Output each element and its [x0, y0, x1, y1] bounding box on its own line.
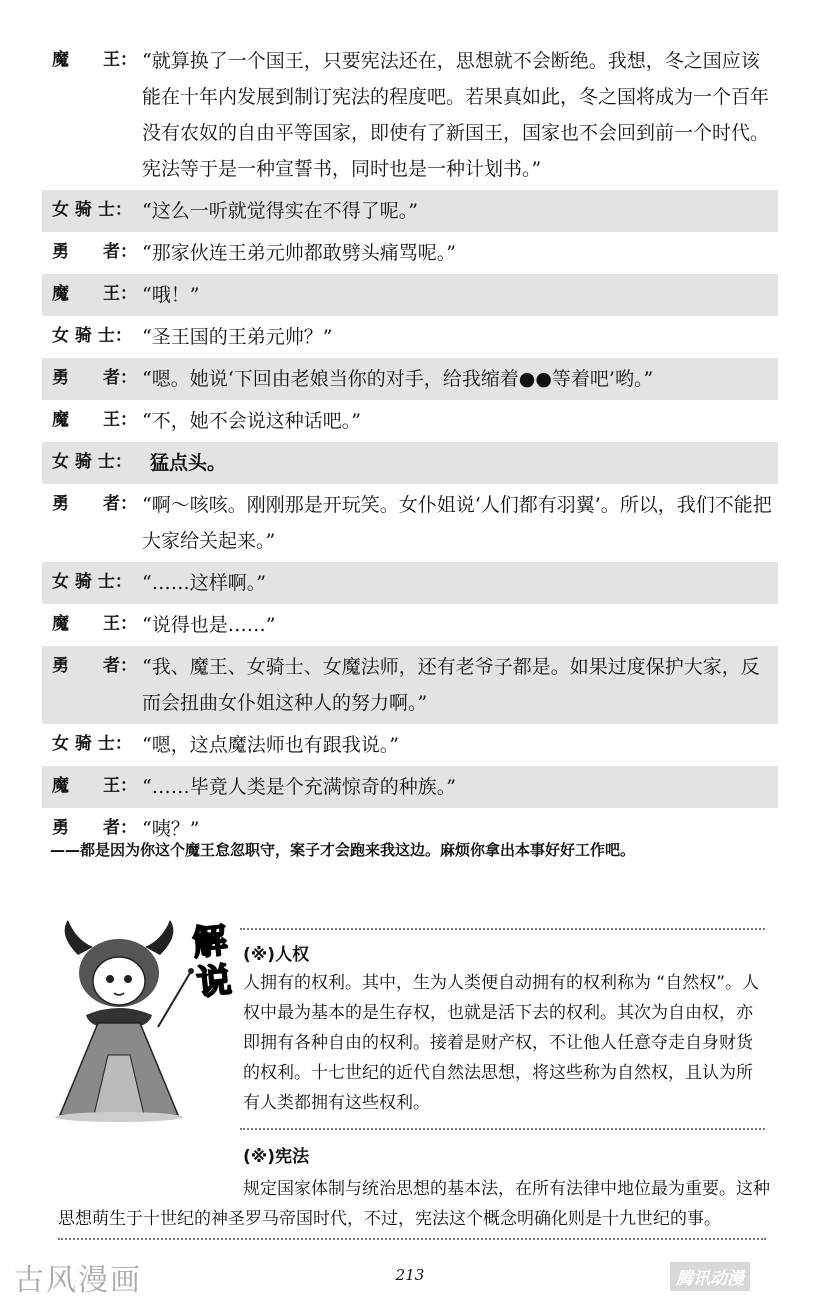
note-title-human-rights: (※)人权 [243, 945, 310, 965]
dialogue-row [42, 190, 778, 232]
closing-line: ——都是因为你这个魔王怠忽职守，案子才会跑来我这边。麻烦你拿出本事好好工作吧。 [50, 841, 636, 859]
dialogue-line: “哦！” [142, 284, 200, 306]
dialogue-line: “这么一听就觉得实在不得了呢。” [142, 200, 418, 222]
divider [58, 1238, 766, 1240]
dialogue-row [42, 232, 778, 274]
dialogue-line: “圣王国的王弟元帅？” [142, 326, 333, 348]
dialogue-row [42, 484, 778, 562]
dialogue-line: “咦？” [142, 818, 200, 840]
dialogue-row [42, 766, 778, 808]
speaker-name: 女 骑 士： [52, 734, 132, 754]
speaker-name: 女 骑 士： [52, 200, 132, 220]
dialogue-line: “嗯。她说‘下回由老娘当你的对手，给我缩着●●等着吧’哟。” [142, 368, 654, 390]
speaker-name: 魔 王： [52, 614, 137, 634]
dialogue-row [42, 646, 778, 724]
dialogue-row [42, 316, 778, 358]
speaker-name: 勇 者： [52, 242, 137, 262]
speaker-name: 勇 者： [52, 656, 137, 676]
page-number: 213 [395, 1266, 425, 1284]
dialogue-line: “……毕竟人类是个充满惊奇的种族。” [142, 776, 456, 798]
dialogue-row [42, 604, 778, 646]
speaker-name: 女 骑 士： [52, 326, 132, 346]
speaker-name: 魔 王： [52, 284, 137, 304]
note-body-constitution: 规定国家体制与统治思想的基本法，在所有法律中地位最为重要。这种思想萌生于十世纪的神圣罗马帝国时代，不过，宪法这个概念明确化则是十九世纪的事。 [58, 1179, 770, 1229]
dialogue-line: “那家伙连王弟元帅都敢劈头痛骂呢。” [142, 242, 456, 264]
demon-king-illustration-icon [48, 915, 198, 1125]
dialogue-list [42, 40, 778, 850]
dialogue-row [42, 400, 778, 442]
note-body-human-rights: 人拥有的权利。其中，生为人类便自动拥有的权利称为 “自然权”。人权中最为基本的是生存权，也就是活下去的权利。其次为自由权，亦即拥有各种自由的权利。接着是财产权，不让他人任意夺走自身财货的权利。十七世纪的近代自然法思想，将这些称为自然权，且认为所有人类都拥有这些权利。 [243, 973, 760, 1113]
dialogue-line: “嗯，这点魔法师也有跟我说。” [142, 734, 399, 756]
watermark-left: 古风漫画 [14, 1263, 142, 1298]
dialogue-line: “我、魔王、女骑士、女魔法师，还有老爷子都是。如果过度保护大家，反而会扭曲女仆姐这种人的努力啊。” [142, 656, 760, 714]
dialogue-line: “说得也是……” [142, 614, 276, 636]
dialogue-line: “就算换了一个国王，只要宪法还在，思想就不会断绝。我想，冬之国应该能在十年内发展到制订宪法的程度吧。若果真如此，冬之国将成为一个百年没有农奴的自由平等国家，即使有了新国王，国家也不会回到前一个时代。宪法等于是一种宣誓书，同时也是一种计划书。” [142, 50, 770, 180]
dialogue-row [42, 724, 778, 766]
dialogue-line: “啊～咳咳。刚刚那是开玩笑。女仆姐说‘人们都有羽翼’。所以，我们不能把大家给关起来。” [142, 494, 772, 552]
watermark-right: 腾讯动漫 [670, 1262, 750, 1291]
speaker-name: 魔 王： [52, 50, 137, 70]
dialogue-line: “……这样啊。” [142, 572, 266, 594]
speaker-name: 勇 者： [52, 368, 137, 388]
speaker-name: 勇 者： [52, 818, 137, 838]
divider [240, 928, 765, 930]
dialogue-row [42, 40, 778, 190]
dialogue-line: 猛点头。 [150, 452, 227, 474]
speaker-name: 女 骑 士： [52, 572, 132, 592]
dialogue-row [42, 358, 778, 400]
dialogue-row [42, 562, 778, 604]
divider [240, 1128, 765, 1130]
speaker-name: 女 骑 士： [52, 452, 132, 472]
speaker-name: 魔 王： [52, 776, 137, 796]
dialogue-row [42, 442, 778, 484]
note-title-constitution: (※)宪法 [243, 1147, 310, 1167]
commentary-badge: 解说 [190, 920, 234, 1004]
speaker-name: 勇 者： [52, 494, 137, 514]
dialogue-line: “不，她不会说这种话吧。” [142, 410, 361, 432]
dialogue-row [42, 274, 778, 316]
speaker-name: 魔 王： [52, 410, 137, 430]
